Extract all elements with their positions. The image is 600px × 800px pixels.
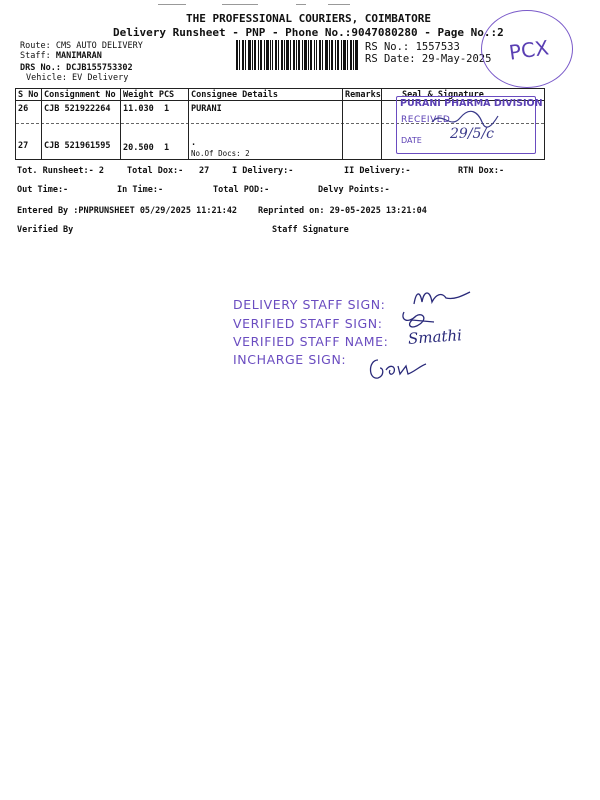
col-header-sno: S No <box>18 90 39 100</box>
col-header-weight-pcs: Weight PCS <box>123 90 175 100</box>
entered-by: Entered By :PNPRUNSHEET 05/29/2025 11:21:42 <box>17 206 238 216</box>
table-row-pcs: 1 <box>164 104 170 114</box>
drs-line <box>20 63 133 73</box>
table-row-sno: 27 <box>18 141 29 151</box>
table-row-weight: 20.500 <box>123 143 154 153</box>
verified-by: Verified By <box>17 225 74 235</box>
staff-signature: Staff Signature <box>272 225 349 235</box>
staff-name: MANIMARAN <box>55 51 102 61</box>
table-row-pcs: 1 <box>164 143 170 153</box>
total-pod: Total POD:- <box>213 185 270 195</box>
stamp-received: RECEIVED <box>401 115 451 125</box>
runsheet-subtitle: Delivery Runsheet - PNP - Phone No.:9047080280 - Page No.:2 <box>113 26 504 39</box>
stamp-date-label: DATE <box>401 136 422 145</box>
ii-delivery: II Delivery:- <box>344 166 411 176</box>
rs-date: RS Date: 29-May-2025 <box>365 53 492 65</box>
delivery-staff-sign: DELIVERY STAFF SIGN: <box>233 297 386 312</box>
staff-line <box>20 51 102 61</box>
verified-staff-name: VERIFIED STAFF NAME: <box>233 334 389 349</box>
tot-runsheet: Tot. Runsheet:- 2 <box>17 166 104 176</box>
drs-number: DCJB155753302 <box>66 63 133 73</box>
table-row-consignee: . <box>191 138 197 148</box>
stamp-date-handwritten: 29/5/c <box>450 126 494 142</box>
drs-label: DRS No.: <box>20 63 61 73</box>
delivery-staff-signature <box>410 286 472 308</box>
out-time: Out Time:- <box>17 185 69 195</box>
table-row-weight: 11.030 <box>123 104 154 114</box>
barcode <box>236 40 358 70</box>
col-header-remarks: Remarks <box>345 90 381 100</box>
stamp-division: PURANI PHARMA DIVISION <box>400 98 543 109</box>
table-row-consignment: CJB 521961595 <box>44 141 111 151</box>
company-title: THE PROFESSIONAL COURIERS, COIMBATORE <box>186 12 432 25</box>
scan-mark <box>328 4 350 5</box>
scan-mark <box>222 4 258 5</box>
col-header-consignment: Consignment No <box>44 90 116 100</box>
table-row-docs-note: No.Of Docs: 2 <box>191 149 250 158</box>
rs-number: RS No.: 1557533 <box>365 41 460 53</box>
reprinted-on: Reprinted on: 29-05-2025 13:21:04 <box>258 206 427 216</box>
table-row-consignee: PURANI <box>191 104 222 114</box>
pcx-stamp-text: PCX <box>507 35 551 65</box>
staff-label: Staff: <box>20 51 51 61</box>
verified-staff-sign: VERIFIED STAFF SIGN: <box>233 316 383 331</box>
table-row-sno: 26 <box>18 104 29 114</box>
rtn-dox: RTN Dox:- <box>458 166 505 176</box>
route-line: Route: CMS AUTO DELIVERY <box>20 41 143 51</box>
table-row-consignment: CJB 521922264 <box>44 104 111 114</box>
delvy-points: Delvy Points:- <box>318 185 390 195</box>
total-dox-value: 27 <box>199 166 210 176</box>
col-header-consignee: Consignee Details <box>191 90 278 100</box>
vehicle-line: Vehicle: EV Delivery <box>26 73 129 83</box>
incharge-sign: INCHARGE SIGN: <box>233 352 347 367</box>
total-dox-label: Total Dox:- <box>127 166 184 176</box>
in-time: In Time:- <box>117 185 164 195</box>
i-delivery: I Delivery:- <box>232 166 294 176</box>
received-signature-scribble <box>430 108 500 130</box>
scan-mark <box>158 4 186 5</box>
incharge-signature <box>366 354 428 384</box>
scan-mark <box>296 4 306 5</box>
verified-staff-name-handwritten: Smathi <box>407 326 463 348</box>
col-header-seal: Seal & Signature <box>402 90 484 100</box>
